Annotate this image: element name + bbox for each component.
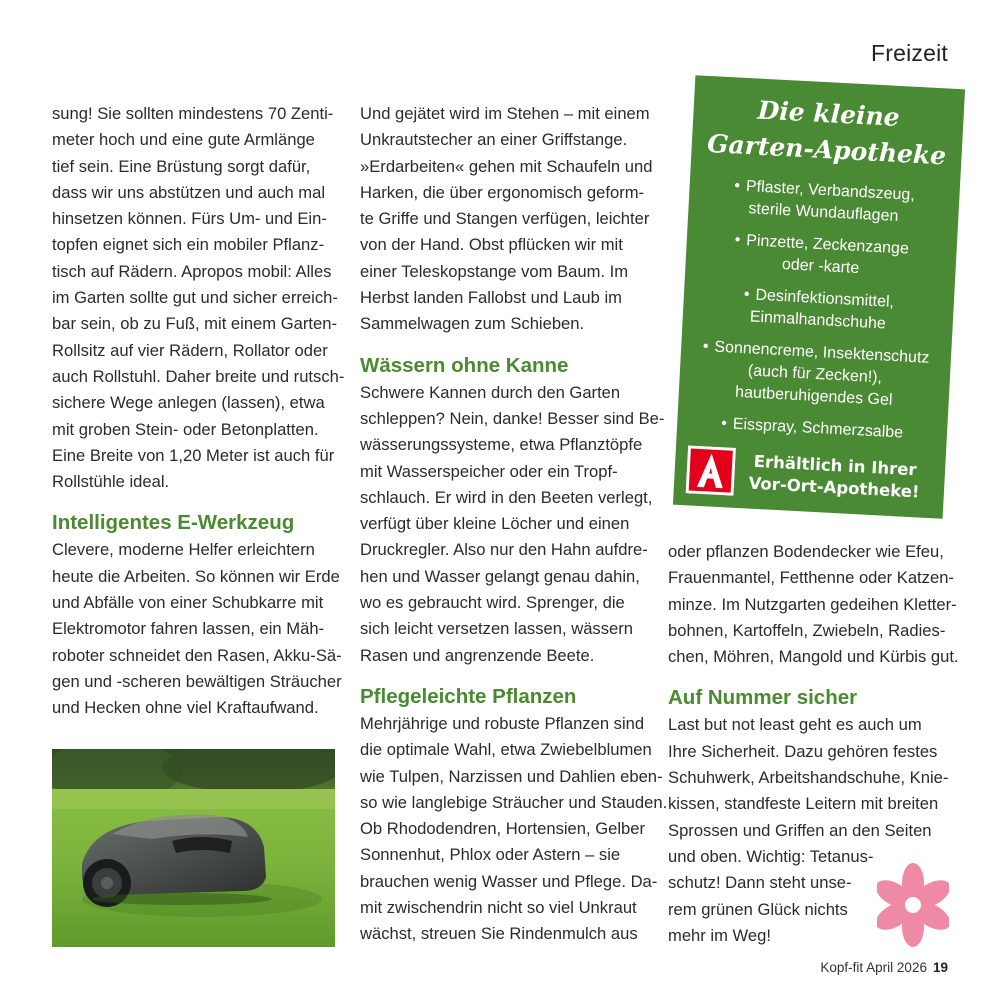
text-line: und oben. Wichtig: Tetanus-: [668, 846, 874, 866]
text-line: im Garten sollte gut und sicher erreich-: [52, 288, 338, 308]
text-line: kissen, standfeste Leitern mit breiten: [668, 794, 939, 814]
text-line: bohnen, Kartoffeln, Zwiebeln, Radies-: [668, 620, 946, 640]
text-line: Rollstühle ideal.: [52, 472, 170, 492]
text-line: brauchen wenig Wasser und Pflege. Da-: [360, 871, 658, 891]
box-footer-line: Vor-Ort-Apotheke!: [748, 473, 920, 502]
text-line: und Abfälle von einer Schubkarre mit: [52, 593, 324, 613]
text-line: gen und -scheren bewältigen Sträucher: [52, 671, 342, 691]
text-line: Und gejätet wird im Stehen – mit einem: [360, 104, 650, 123]
page-number: 19: [932, 960, 948, 975]
item-line: sterile Wundauflagen: [748, 200, 899, 226]
pink-flower-icon: [877, 860, 949, 950]
text-line: Sonnenhut, Phlox oder Astern – sie: [360, 845, 621, 865]
text-line: wächst, streuen Sie Rindenmulch aus: [360, 924, 638, 944]
box-footer-line: Erhältlich in Ihrer: [753, 451, 918, 480]
text-line: wässerungssysteme, etwa Pflanztöpfe: [360, 435, 643, 455]
text-line: roboter schneidet den Rasen, Akku-Sä-: [52, 645, 342, 665]
text-line: Sammelwagen zum Schieben.: [360, 314, 585, 334]
text-line: schlauch. Er wird in den Beeten verlegt,: [360, 487, 653, 507]
page-footer: [820, 960, 948, 975]
text-line: rem grünen Glück nichts: [668, 899, 848, 919]
text-line: Eine Breite von 1,20 Meter ist auch für: [52, 445, 335, 465]
text-line: von der Hand. Obst pflücken wir mit: [360, 235, 623, 255]
text-line: Frauenmantel, Fetthenne oder Katzen-: [668, 568, 954, 588]
col2-paragraph-2: [360, 380, 665, 669]
text-line: sung! Sie sollten mindestens 70 Zenti-: [52, 104, 334, 123]
item-line: Pflaster, Verbandszeug,: [745, 178, 916, 204]
text-line: Last but not least geht es auch um: [668, 715, 922, 735]
heading-e-werkzeug: Intelligentes E-Werkzeug: [52, 511, 295, 535]
col1-paragraph-2: [52, 537, 342, 721]
text-line: mehr im Weg!: [668, 925, 771, 945]
text-line: chen, Möhren, Mangold und Kürbis gut.: [668, 647, 959, 667]
bullet-icon: •: [733, 177, 741, 195]
text-line: die optimale Wahl, etwa Zwiebelblumen: [360, 740, 652, 760]
text-line: wo es gebraucht wird. Sprenger, die: [360, 593, 625, 613]
col2-paragraph-3: [360, 711, 668, 948]
text-line: Mehrjährige und robuste Pflanzen sind: [360, 713, 645, 733]
item-line: Eisspray, Schmerzsalbe: [732, 415, 904, 442]
text-line: Schwere Kannen durch den Garten: [360, 382, 621, 402]
text-line: Rasen und angrenzende Beete.: [360, 645, 595, 665]
section-title: Freizeit: [870, 40, 948, 66]
column-1: [52, 101, 345, 722]
text-line: Elektromotor fahren lassen, ein Mäh-: [52, 619, 325, 639]
item-line: Pinzette, Zeckenzange: [745, 232, 910, 258]
robotic-lawn-mower-photo: [52, 749, 335, 947]
box-list-item: [689, 411, 936, 446]
item-line: Einmalhandschuhe: [749, 308, 887, 333]
text-line: Ob Rhododendren, Hortensien, Gelber: [360, 819, 646, 839]
text-line: tief sein. Eine Brüstung sorgt dafür,: [52, 156, 311, 176]
heading-waessern: Wässern ohne Kanne: [360, 353, 569, 377]
text-line: so wie langlebige Sträucher und Stauden.: [360, 792, 668, 812]
text-line: Ihre Sicherheit. Dazu gehören festes: [668, 741, 938, 761]
text-line: minze. Im Nutzgarten gedeihen Kletter-: [668, 594, 957, 614]
bullet-icon: •: [720, 415, 728, 433]
heading-pflegeleicht: Pflegeleichte Pflanzen: [360, 684, 577, 708]
text-line: einer Teleskopstange vom Baum. Im: [360, 261, 629, 281]
text-line: Harken, die über ergonomisch geform-: [360, 182, 645, 202]
col1-paragraph-1: [52, 101, 345, 495]
text-line: Unkrautstecher an einer Griffstange.: [360, 130, 628, 150]
magazine-issue: Kopf-fit April 2026: [820, 960, 927, 975]
text-line: und Hecken ohne viel Kraftaufwand.: [52, 698, 319, 718]
garten-apotheke-box: [673, 75, 965, 519]
text-line: hinsetzen können. Fürs Um- und Ein-: [52, 209, 327, 229]
item-line: oder -karte: [781, 256, 860, 278]
box-title-line: Die kleine: [756, 95, 901, 132]
heading-auf-nummer-sicher: Auf Nummer sicher: [668, 686, 858, 710]
text-line: dass wir uns abstützen und auch mal: [52, 182, 326, 202]
text-line: sich leicht versetzen lassen, wässern: [360, 619, 633, 639]
item-line: Desinfektionsmittel,: [755, 286, 895, 311]
box-list-item: [697, 228, 945, 285]
text-line: bar sein, ob zu Fuß, mit einem Garten-: [52, 314, 337, 334]
text-line: Druckregler. Also nur den Hahn aufdre-: [360, 540, 648, 560]
text-line: oder pflanzen Bodendecker wie Efeu,: [668, 542, 944, 561]
text-line: auch Rollstuhl. Daher breite und rutsch-: [52, 366, 345, 386]
text-line: mit zwischendrin nicht so viel Unkraut: [360, 898, 637, 918]
box-list-item: [694, 282, 942, 339]
text-line: mit Wasserspeicher oder ein Tropf-: [360, 461, 618, 481]
box-footer: [686, 445, 936, 506]
text-line: »Erdarbeiten« gehen mit Schaufeln und: [360, 156, 653, 176]
col2-paragraph-1: [360, 101, 653, 338]
text-line: mit groben Stein- oder Betonplatten.: [52, 419, 319, 439]
text-line: hen und Wasser gelangt genau dahin,: [360, 566, 640, 586]
box-footer-text: [734, 450, 936, 504]
box-list: [689, 174, 948, 447]
box-list-item: [700, 174, 948, 231]
text-line: wie Tulpen, Narzissen und Dahlien eben-: [360, 766, 663, 786]
text-line: Schuhwerk, Arbeitshandschuhe, Knie-: [668, 768, 949, 788]
text-line: Sprossen und Griffen an den Seiten: [668, 820, 932, 840]
text-line: te Griffe und Stangen verfügen, leichter: [360, 209, 650, 229]
box-title-line: Garten-Apotheke: [706, 128, 947, 171]
column-2: [360, 101, 668, 948]
bullet-icon: •: [734, 231, 741, 249]
text-line: verfügt über kleine Löcher und einen: [360, 514, 630, 534]
col3-paragraph-1: [668, 539, 959, 670]
text-line: heute die Arbeiten. So können wir Erde: [52, 566, 340, 586]
item-line: Sonnencreme, Insektenschutz: [713, 338, 930, 367]
text-line: schleppen? Nein, danke! Besser sind Be-: [360, 408, 665, 428]
box-list-item: [690, 336, 939, 415]
text-line: Rollsitz auf vier Rädern, Rollator oder: [52, 340, 328, 360]
text-line: sichere Wege anlegen (lassen), etwa: [52, 393, 325, 413]
text-line: topfen eignet sich ein mobiler Pflanz-: [52, 235, 325, 255]
text-line: Clevere, moderne Helfer erleichtern: [52, 540, 315, 560]
text-line: schutz! Dann steht unse-: [668, 873, 852, 893]
text-line: Herbst landen Fallobst und Laub im: [360, 288, 622, 308]
text-line: tisch auf Rädern. Apropos mobil: Alles: [52, 261, 332, 281]
bullet-icon: •: [743, 286, 750, 304]
text-line: meter hoch und eine gute Armlänge: [52, 130, 315, 150]
apotheke-a-logo-icon: [686, 445, 736, 495]
bullet-icon: •: [702, 337, 709, 356]
item-line: hautberuhigendes Gel: [734, 383, 893, 409]
box-title: [703, 90, 952, 175]
item-line: (auch für Zecken!),: [747, 362, 883, 387]
